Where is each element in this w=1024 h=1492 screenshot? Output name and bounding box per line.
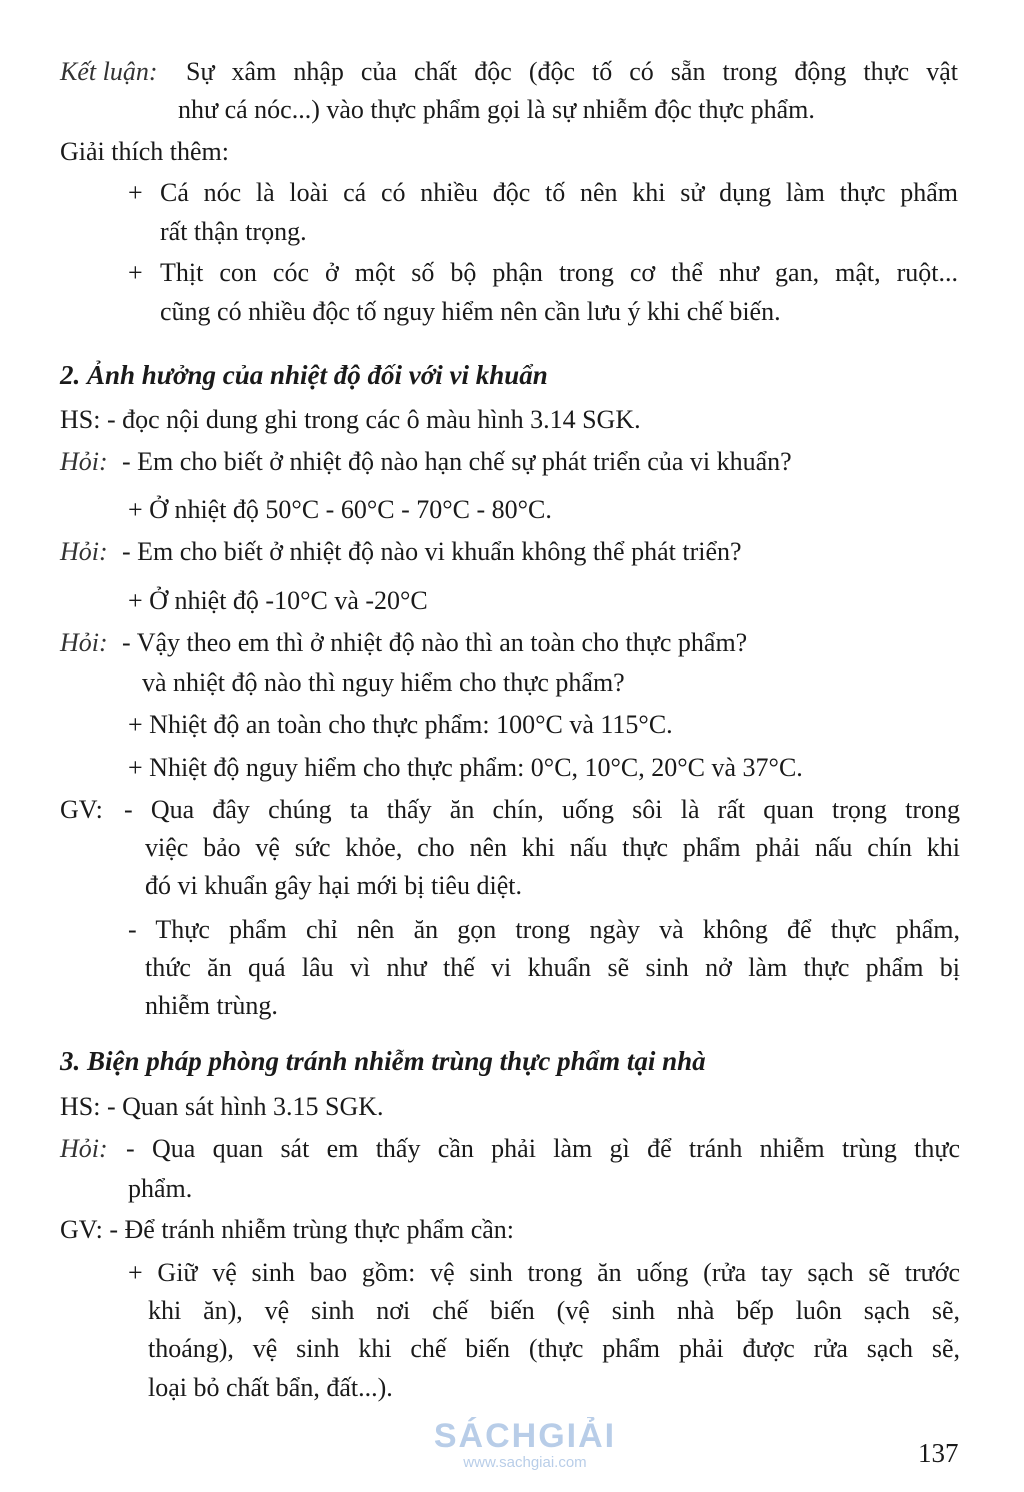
- paragraph-line: thức ăn quá lâu vì như thế vi khuẩn sẽ sinh nở làm thực phẩm bị: [145, 953, 960, 982]
- paragraph-line: cũng có nhiều độc tố nguy hiểm nên cần lưu ý khi chế biến.: [160, 297, 781, 326]
- question-label: Hỏi:: [60, 447, 108, 476]
- section-heading: 3. Biện pháp phòng tránh nhiễm trùng thực phẩm tại nhà: [60, 1046, 706, 1076]
- paragraph-line: GV: - Để tránh nhiễm trùng thực phẩm cần:: [60, 1215, 515, 1244]
- paragraph-line: - Qua quan sát em thấy cần phải làm gì để tránh nhiễm trùng thực: [126, 1134, 960, 1163]
- paragraph-line: đó vi khuẩn gây hại mới bị tiêu diệt.: [145, 871, 522, 900]
- paragraph-line: HS: - Quan sát hình 3.15 SGK.: [60, 1092, 384, 1121]
- paragraph-line: thoáng), vệ sinh khi chế biến (thực phẩm phải được rửa sạch sẽ,: [148, 1334, 960, 1363]
- paragraph-line: rất thận trọng.: [160, 217, 307, 246]
- paragraph-line: + Giữ vệ sinh bao gồm: vệ sinh trong ăn uống (rửa tay sạch sẽ trước: [128, 1258, 960, 1287]
- paragraph-line: Giải thích thêm:: [60, 137, 229, 166]
- paragraph-line: + Nhiệt độ an toàn cho thực phẩm: 100°C và 115°C.: [128, 710, 673, 739]
- conclusion-label: Kết luận:: [60, 57, 158, 86]
- question-label: Hỏi:: [60, 537, 108, 566]
- paragraph-line: - Em cho biết ở nhiệt độ nào vi khuẩn không thể phát triển?: [122, 537, 742, 566]
- paragraph-line: - Vậy theo em thì ở nhiệt độ nào thì an toàn cho thực phẩm?: [122, 628, 748, 657]
- paragraph-line: Cá nóc là loài cá có nhiều độc tố nên khi sử dụng làm thực phẩm: [160, 178, 958, 207]
- bullet-marker: +: [128, 178, 143, 207]
- paragraph-line: Thịt con cóc ở một số bộ phận trong cơ thể như gan, mật, ruột...: [160, 258, 958, 287]
- paragraph-line: khi ăn), vệ sinh nơi chế biến (vệ sinh nhà bếp luôn sạch sẽ,: [148, 1296, 960, 1325]
- paragraph-line: nhiễm trùng.: [145, 991, 278, 1020]
- paragraph-line: - Thực phẩm chỉ nên ăn gọn trong ngày và không để thực phẩm,: [128, 915, 960, 944]
- paragraph-line: loại bỏ chất bẩn, đất...).: [148, 1373, 393, 1402]
- paragraph-line: Sự xâm nhập của chất độc (độc tố có sẵn trong động thực vật: [186, 57, 958, 86]
- paragraph-line: - Qua đây chúng ta thấy ăn chín, uống sôi là rất quan trọng trong: [124, 795, 960, 824]
- question-label: Hỏi:: [60, 628, 108, 657]
- section-heading: 2. Ảnh hưởng của nhiệt độ đối với vi khuẩn: [60, 360, 548, 390]
- teacher-label: GV:: [60, 795, 103, 824]
- watermark-url: www.sachgiai.com: [463, 1454, 587, 1471]
- watermark-logo: [410, 1418, 640, 1472]
- paragraph-line: như cá nóc...) vào thực phẩm gọi là sự nhiễm độc thực phẩm.: [178, 95, 815, 124]
- paragraph-line: phẩm.: [128, 1174, 193, 1203]
- page-number: 137: [918, 1438, 959, 1468]
- paragraph-line: việc bảo vệ sức khỏe, cho nên khi nấu thực phẩm phải nấu chín khi: [145, 833, 960, 862]
- paragraph-line: + Ở nhiệt độ 50°C - 60°C - 70°C - 80°C.: [128, 495, 552, 524]
- paragraph-line: + Ở nhiệt độ -10°C và -20°C: [128, 586, 428, 615]
- paragraph-line: + Nhiệt độ nguy hiểm cho thực phẩm: 0°C, 10°C, 20°C và 37°C.: [128, 753, 803, 782]
- paragraph-line: HS: - đọc nội dung ghi trong các ô màu hình 3.14 SGK.: [60, 405, 641, 434]
- paragraph-line: - Em cho biết ở nhiệt độ nào hạn chế sự phát triển của vi khuẩn?: [122, 447, 792, 476]
- bullet-marker: +: [128, 258, 143, 287]
- watermark-logo-text: SÁCHGIẢI: [433, 1417, 617, 1455]
- question-label: Hỏi:: [60, 1134, 108, 1163]
- paragraph-line: và nhiệt độ nào thì nguy hiểm cho thực phẩm?: [142, 668, 625, 697]
